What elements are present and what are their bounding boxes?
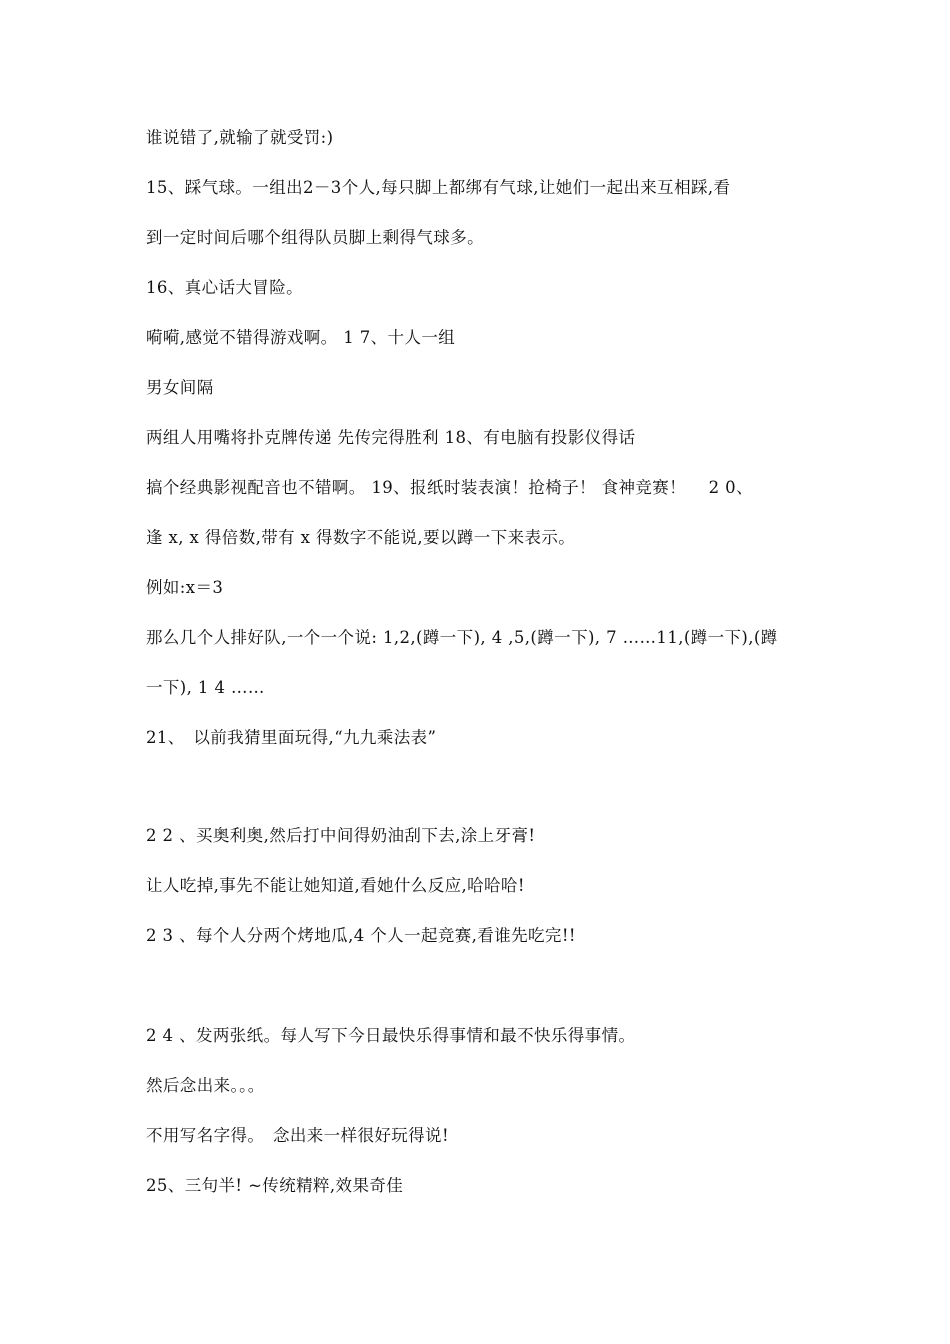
- text-line-item-24-note: 不用写名字得。 念出来一样很好玩得说!: [146, 1126, 449, 1145]
- text-line-item-25: 25、三句半! ~传统精粹,效果奇佳: [146, 1176, 404, 1195]
- text-line-penalty: 谁说错了,就输了就受罚:): [146, 128, 334, 147]
- text-line-item-24-cont: 然后念出来。。。: [146, 1076, 265, 1095]
- text-line-item-19-20: 搞个经典影视配音也不错啊。 19、报纸时装表演！抢椅子！ 食神竞赛！ 2 0、: [146, 478, 753, 497]
- text-line-item-16: 16、真心话大冒险。: [146, 278, 303, 297]
- text-line-item-21: 21、 以前我猜里面玩得,“九九乘法表”: [146, 728, 437, 747]
- text-line-item-15-cont: 到一定时间后哪个组得队员脚上剩得气球多。: [146, 228, 484, 247]
- text-line-item-23: 2 3 、每个人分两个烤地瓜,4 个人一起竞赛,看谁先吃完!!: [146, 926, 576, 945]
- text-line-gender-alternate: 男女间隔: [146, 378, 214, 397]
- text-line-example-sequence-cont: 一下), 1 4 ……: [146, 678, 265, 697]
- text-line-item-24: 2 4 、发两张纸。每人写下今日最快乐得事情和最不快乐得事情。: [146, 1026, 636, 1045]
- text-line-example-sequence: 那么几个人排好队,一个一个说: 1,2,(蹲一下), 4 ,5,(蹲一下), 7 ……11,(蹲一下),(蹲: [146, 628, 778, 647]
- text-line-item-17: 嗬嗬,感觉不错得游戏啊。 1 7、十人一组: [146, 328, 456, 347]
- text-line-item-18: 两组人用嘴将扑克牌传递 先传完得胜利 18、有电脑有投影仪得话: [146, 428, 636, 447]
- text-line-item-22: 2 2 、买奥利奥,然后打中间得奶油刮下去,涂上牙膏!: [146, 826, 536, 845]
- text-line-example: 例如:x＝3: [146, 578, 224, 597]
- text-line-item-15: 15、踩气球。一组出2－3个人,每只脚上都绑有气球,让她们一起出来互相踩,看: [146, 178, 731, 197]
- text-line-item-22-cont: 让人吃掉,事先不能让她知道,看她什么反应,哈哈哈!: [146, 876, 525, 895]
- text-line-item-20-rule: 逢 x, x 得倍数,带有 x 得数字不能说,要以蹲一下来表示。: [146, 528, 576, 547]
